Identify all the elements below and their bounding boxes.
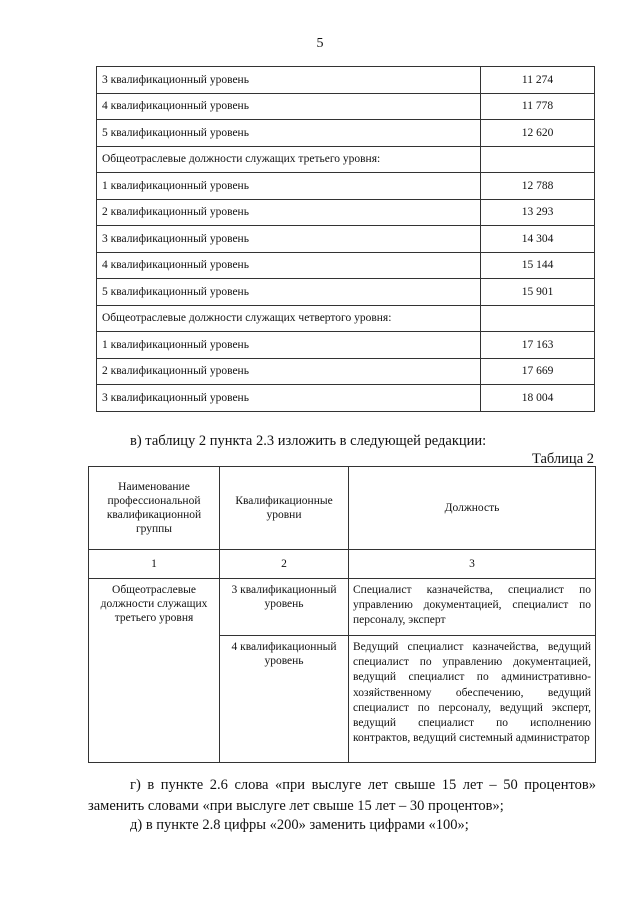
- level-label: 4 квалификационный уровень: [97, 252, 481, 279]
- level-label: 2 квалификационный уровень: [97, 358, 481, 385]
- salary-value: 18 004: [481, 385, 595, 412]
- level-label: 4 квалификационный уровень: [97, 93, 481, 120]
- col-number-3: 3: [349, 550, 596, 579]
- table2-number-row: [89, 550, 596, 579]
- table-row: [97, 120, 595, 147]
- col-number-2: 2: [220, 550, 349, 579]
- level-label: 1 квалификационный уровень: [97, 332, 481, 359]
- table-row: [97, 226, 595, 253]
- level-label: 3 квалификационный уровень: [97, 226, 481, 253]
- paragraph-g-line1: г) в пункте 2.6 слова «при выслуге лет свыше 15 лет – 50 процентов»: [130, 777, 596, 793]
- table-row: [97, 67, 595, 94]
- paragraph-g-line2: заменить словами «при выслуге лет свыше 15 лет – 30 процентов»;: [88, 798, 504, 814]
- table2-caption: Таблица 2: [531, 451, 594, 467]
- position-cell: Специалист казначейства, специалист по управлению документацией, специалист по персоналу, эксперт: [349, 579, 596, 636]
- intro-line: в) таблицу 2 пункта 2.3 изложить в следующей редакции:: [130, 433, 487, 449]
- table-row: [97, 332, 595, 359]
- salary-value: 14 304: [481, 226, 595, 253]
- table-row: [97, 385, 595, 412]
- salary-value: 12 788: [481, 173, 595, 200]
- header-levels: Квалификационные уровни: [220, 467, 349, 550]
- table-row: [97, 305, 595, 332]
- level-label: Общеотраслевые должности служащих четвертого уровня:: [97, 305, 481, 332]
- position-cell: Ведущий специалист казначейства, ведущий специалист по управлению документацией, ведущий специалист по административно-хозяйственному обеспечению, ведущий специалист по персоналу, ведущий эксперт, ведущий специалист по исполнению контрактов, ведущий системный администратор: [349, 636, 596, 763]
- salary-value: 11 274: [481, 67, 595, 94]
- table-row: [97, 93, 595, 120]
- group-cell: Общеотраслевые должности служащих третьего уровня: [89, 579, 220, 763]
- level-label: 3 квалификационный уровень: [97, 67, 481, 94]
- table-row: [97, 199, 595, 226]
- col-number-1: 1: [89, 550, 220, 579]
- level-cell: 3 квалификационный уровень: [220, 579, 349, 636]
- table-row: [97, 279, 595, 306]
- salary-value: 13 293: [481, 199, 595, 226]
- level-label: 3 квалификационный уровень: [97, 385, 481, 412]
- table2-row: [89, 579, 596, 636]
- salary-value: [481, 146, 595, 173]
- level-label: 5 квалификационный уровень: [97, 279, 481, 306]
- paragraph-d: д) в пункте 2.8 цифры «200» заменить цифрами «100»;: [130, 817, 469, 833]
- salary-value: 15 901: [481, 279, 595, 306]
- salary-value: 11 778: [481, 93, 595, 120]
- header-group: Наименование профессиональной квалификационной группы: [89, 467, 220, 550]
- salary-value: 12 620: [481, 120, 595, 147]
- table-row: [97, 358, 595, 385]
- salary-value: 17 669: [481, 358, 595, 385]
- qualification-table: [88, 466, 596, 763]
- header-position: Должность: [349, 467, 596, 550]
- table-row: [97, 146, 595, 173]
- level-label: 2 квалификационный уровень: [97, 199, 481, 226]
- level-label: Общеотраслевые должности служащих третьего уровня:: [97, 146, 481, 173]
- salary-table: [96, 66, 595, 412]
- table-row: [97, 252, 595, 279]
- page-number: 5: [316, 36, 324, 51]
- salary-value: [481, 305, 595, 332]
- level-label: 5 квалификационный уровень: [97, 120, 481, 147]
- salary-value: 15 144: [481, 252, 595, 279]
- paragraph-g: [88, 775, 596, 817]
- level-label: 1 квалификационный уровень: [97, 173, 481, 200]
- table-row: [97, 173, 595, 200]
- table2-header-row: [89, 467, 596, 550]
- salary-value: 17 163: [481, 332, 595, 359]
- level-cell: 4 квалификационный уровень: [220, 636, 349, 763]
